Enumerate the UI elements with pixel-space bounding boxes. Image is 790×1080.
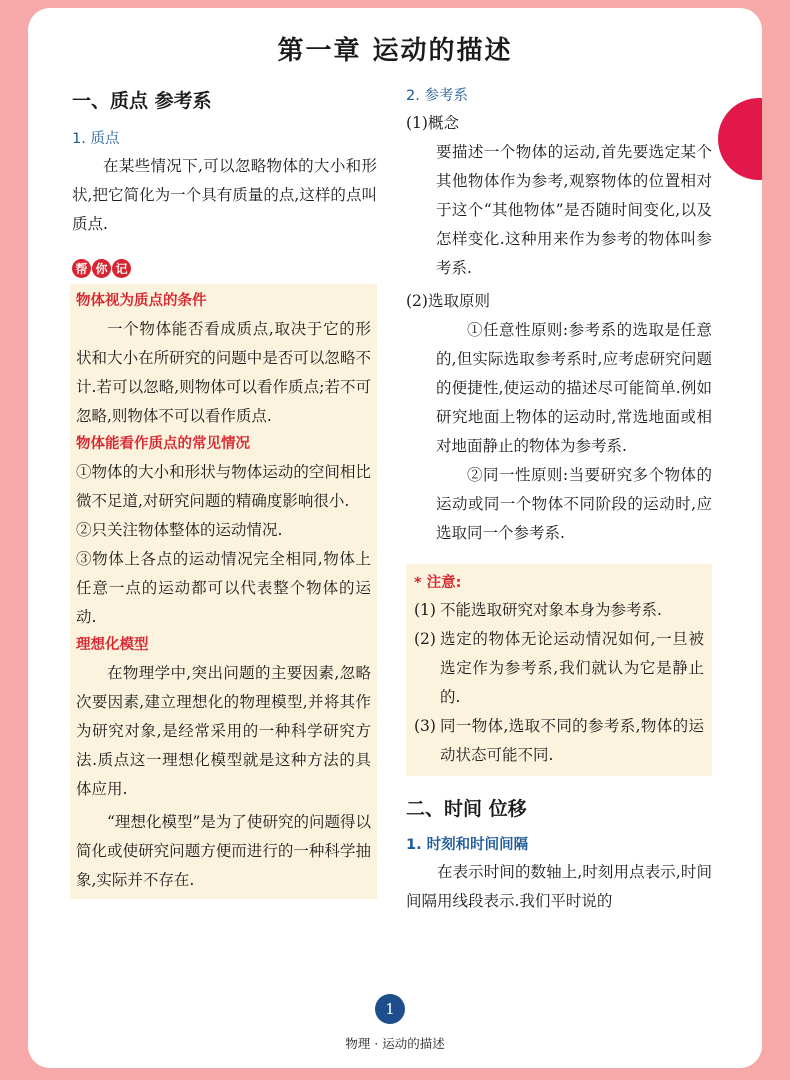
chapter-side-tab [718, 98, 762, 180]
badge-char: 你 [92, 259, 111, 278]
badge-char: 帮 [72, 259, 91, 278]
particle-definition: 在某些情况下,可以忽略物体的大小和形状,把它简化为一个具有质量的点,这样的点叫质点. [72, 157, 377, 233]
footer-caption: 物理 · 运动的描述 [345, 1036, 445, 1051]
principle-arbitrary: ①任意性原则:参考系的选取是任意的,但实际选取参考系时,应考虑研究问题的便捷性,使运动的描述尽可能简单.例如研究地面上物体的运动时,常选地面或相对地面静止的物体为参考系. [436, 321, 712, 455]
badge-char: 记 [112, 259, 131, 278]
help-you-remember-badge [72, 259, 377, 278]
note-item [414, 596, 704, 625]
chapter-title: 第一章 运动的描述 [277, 36, 513, 66]
memo-list-item: ③物体上各点的运动情况完全相同,物体上任意一点的运动都可以代表整个物体的运动. [76, 550, 371, 626]
note-box [406, 564, 712, 776]
memo-heading-common-cases: 物体能看作质点的常见情况 [76, 436, 250, 452]
note-item [414, 712, 704, 770]
time-text: 在表示时间的数轴上,时刻用点表示,时间间隔用线段表示.我们平时说的 [406, 863, 712, 910]
memo-box [70, 284, 377, 899]
note-item-text: 选定的物体无论运动情况如何,一旦被选定作为参考系,我们就认为它是静止的. [440, 630, 704, 706]
memo-list-item: ①物体的大小和形状与物体运动的空间相比微不足道,对研究问题的精确度影响很小. [76, 463, 371, 510]
principle-label: (2)选取原则 [406, 292, 490, 310]
subheading-particle: 1. 质点 [72, 131, 120, 147]
note-item-text: 不能选取研究对象本身为参考系. [440, 601, 662, 619]
concept-text: 要描述一个物体的运动,首先要选定某个其他物体作为参考,观察物体的位置相对于这个“其他物体”是否随时间变化,以及怎样变化.这种用来作为参考的物体叫参考系. [436, 143, 712, 277]
subheading-time: 1. 时刻和时间间隔 [406, 837, 529, 853]
memo-heading-conditions: 物体视为质点的条件 [76, 293, 207, 309]
note-item-number: (1) [414, 601, 436, 619]
note-item [414, 625, 704, 712]
memo-paragraph: “理想化模型”是为了使研究的问题得以简化或使研究问题方便而进行的一种科学抽象,实际并不存在. [76, 813, 371, 889]
left-column [72, 80, 377, 899]
memo-list-item: ②只关注物体整体的运动情况. [76, 521, 283, 539]
memo-heading-ideal-model: 理想化模型 [76, 637, 149, 653]
note-item-number: (3) [414, 717, 436, 735]
page-number: 1 [375, 994, 405, 1024]
note-heading: * 注意: [414, 575, 462, 591]
section-heading-2: 二、时间 位移 [406, 798, 527, 820]
note-item-number: (2) [414, 630, 436, 648]
memo-paragraph: 在物理学中,突出问题的主要因素,忽略次要因素,建立理想化的物理模型,并将其作为研究对象,是经常采用的一种科学研究方法.质点这一理想化模型就是这种方法的具体应用. [76, 664, 371, 798]
principle-consistency: ②同一性原则:当要研究多个物体的运动或同一个物体不同阶段的运动时,应选取同一个参考系. [436, 466, 712, 542]
book-page [28, 8, 762, 1068]
note-item-text: 同一物体,选取不同的参考系,物体的运动状态可能不同. [440, 717, 704, 764]
right-column [406, 80, 712, 916]
subheading-reference-frame: 2. 参考系 [406, 88, 468, 104]
memo-paragraph: 一个物体能否看成质点,取决于它的形状和大小在所研究的问题中是否可以忽略不计.若可以忽略,则物体可以看作质点;若不可忽略,则物体不可以看作质点. [76, 320, 371, 425]
section-heading-1: 一、质点 参考系 [72, 90, 212, 112]
concept-label: (1)概念 [406, 114, 459, 132]
